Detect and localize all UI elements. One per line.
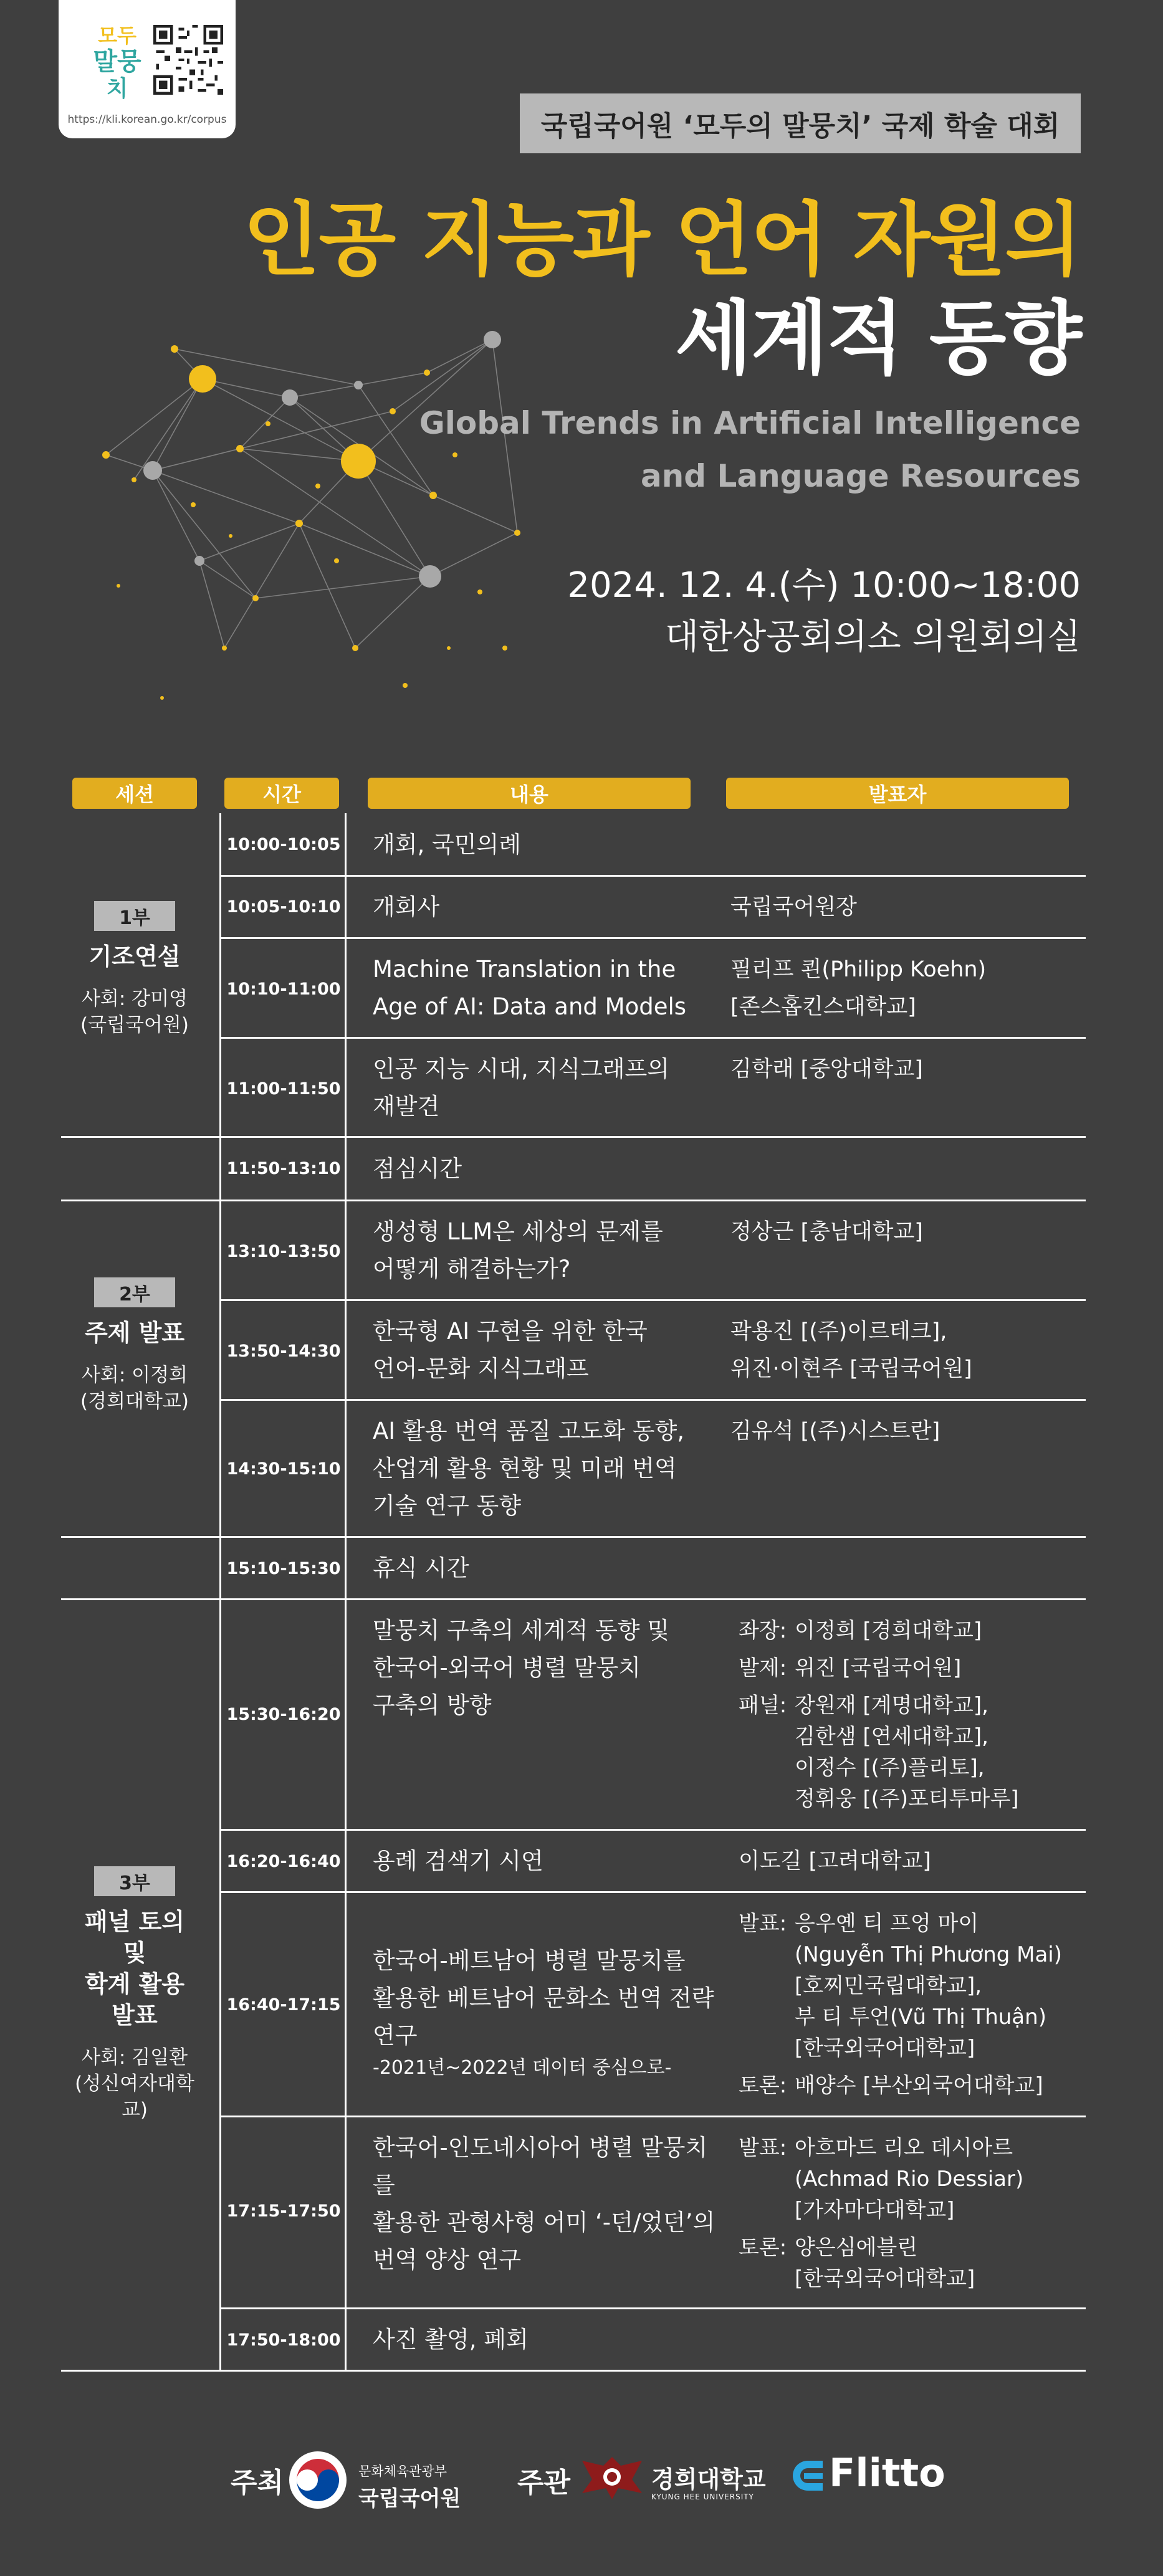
row-content: 생성형 LLM은 세상의 문제를 어떻게 해결하는가? — [373, 1218, 663, 1282]
university-name: 경희대학교 — [651, 2466, 766, 2493]
row-content: 사진 촬영, 폐회 — [373, 2326, 529, 2353]
svg-text:치: 치 — [106, 76, 128, 102]
row-time: 13:10-13:50 — [226, 1242, 341, 1261]
row-divider — [219, 1829, 1086, 1831]
header-session: 세션 — [72, 778, 197, 809]
row-speaker: 김유석 [(주)시스트란] — [730, 1419, 940, 1444]
speaker-names: 위진 [국립국어원] — [795, 1656, 962, 1681]
row-content: 인공 지능 시대, 지식그래프의 재발견 — [373, 1056, 669, 1120]
row-speaker-panel — [739, 1908, 1062, 2101]
speaker-names: 배양수 [부산외국어대학교] — [795, 2073, 1043, 2098]
row-speaker: 필리프 쾬(Philipp Koehn) [존스홉킨스대학교] — [730, 957, 987, 1019]
event-date: 2024. 12. 4.(수) 10:00~18:00 — [567, 565, 1081, 606]
row-speaker: 곽용진 [(주)이르테크], 위진·이현주 [국립국어원] — [730, 1319, 972, 1381]
row-speaker-panel — [739, 1615, 1018, 1815]
divider-time-content — [345, 813, 347, 2371]
session-chair: 사회: 김일환 (성신여자대학교) — [75, 2046, 194, 2121]
speaker-role: 토론: — [739, 2235, 787, 2260]
session-title: 주제 발표 — [84, 1319, 185, 1347]
section-divider — [61, 1200, 1086, 1201]
row-time: 17:15-17:50 — [226, 2202, 341, 2221]
row-content: 한국어-인도네시아어 병렬 말뭉치를 활용한 관형사형 어미 ‘-던/었던’의 번역 양상 연구 — [373, 2134, 716, 2273]
speaker-role: 발표: — [739, 1911, 787, 1936]
corpus-logo-icon — [86, 21, 148, 102]
event-banner: 국립국어원 ‘모두의 말뭉치’ 국제 학술 대회 — [520, 93, 1081, 153]
row-content: 휴식 시간 — [373, 1555, 469, 1581]
session-title: 기조연설 — [89, 943, 181, 970]
logo-url[interactable]: https://kli.korean.go.kr/corpus — [67, 113, 227, 126]
header-time: 시간 — [224, 778, 339, 809]
speaker-entry — [739, 1615, 1018, 1646]
event-venue: 대한상공회의소 의원회의실 — [665, 617, 1081, 657]
ministry-name: 국립국어원 — [358, 2486, 461, 2511]
row-speaker: 김학래 [중앙대학교] — [730, 1057, 923, 1082]
row-divider — [219, 875, 1086, 877]
session-2 — [72, 1277, 197, 1414]
session-chair: 사회: 이정희 (경희대학교) — [80, 1364, 189, 1413]
row-speaker-panel — [739, 2132, 1023, 2294]
speaker-role: 좌장: — [739, 1618, 787, 1643]
speaker-names: 이정희 [경희대학교] — [795, 1618, 982, 1643]
header-content: 내용 — [368, 778, 691, 809]
session-1 — [72, 901, 197, 1038]
speaker-names: 양은심에블린 [한국외국어대학교] — [795, 2235, 975, 2291]
flitto-logo-icon — [790, 2458, 825, 2496]
section-divider — [61, 1536, 1086, 1538]
speaker-role: 토론: — [739, 2073, 787, 2098]
speaker-entry — [739, 2232, 1023, 2294]
row-time: 16:20-16:40 — [226, 1852, 341, 1871]
row-divider — [219, 1399, 1086, 1401]
speaker-entry — [739, 1653, 1018, 1684]
logo-card — [59, 0, 236, 138]
row-speaker: 정상근 [충남대학교] — [730, 1219, 923, 1244]
row-time: 13:50-14:30 — [226, 1342, 341, 1361]
row-content: Machine Translation in the Age of AI: Data and Models — [373, 956, 687, 1020]
speaker-role: 발표: — [739, 2135, 787, 2160]
row-content: 개회, 국민의례 — [373, 831, 521, 858]
session-title: 패널 토의 및 학계 활용 발표 — [84, 1908, 185, 2029]
speaker-names: 장원재 [계명대학교], 김한샘 [연세대학교], 이정수 [(주)플리토], 정휘웅 [(주)포티투마루] — [795, 1693, 1019, 1811]
svg-text:모두: 모두 — [98, 24, 136, 47]
session-badge: 2부 — [94, 1277, 175, 1307]
speaker-entry — [739, 1690, 1018, 1815]
row-time: 11:00-11:50 — [226, 1079, 341, 1099]
row-time: 14:30-15:10 — [226, 1459, 341, 1479]
header-speaker: 발표자 — [726, 778, 1069, 809]
row-time: 16:40-17:15 — [226, 1995, 341, 2015]
session-3 — [72, 1866, 197, 2123]
title-line-1: 인공 지능과 언어 자원의 — [242, 194, 1081, 287]
row-content-main: 한국어-베트남어 병렬 말뭉치를 활용한 베트남어 문화소 번역 전략 연구 — [373, 1947, 714, 2049]
row-divider — [219, 1891, 1086, 1893]
company-name: Flitto — [829, 2450, 945, 2496]
speaker-entry — [739, 2070, 1062, 2101]
svg-text:말뭉: 말뭉 — [93, 47, 141, 76]
row-speaker: 국립국어원장 — [730, 895, 857, 920]
host-label: 주최 — [231, 2467, 284, 2499]
row-content: 개회사 — [373, 894, 440, 920]
section-divider — [61, 1136, 1086, 1138]
row-content: 말뭉치 구축의 세계적 동향 및 한국어-외국어 병렬 말뭉치 구축의 방향 — [373, 1617, 669, 1719]
qr-code-icon — [153, 25, 223, 95]
row-time: 11:50-13:10 — [226, 1159, 341, 1178]
university-crest-icon — [580, 2452, 645, 2502]
session-badge: 3부 — [94, 1866, 175, 1896]
speaker-role: 패널: — [739, 1693, 787, 1718]
taegeuk-emblem-icon — [288, 2450, 348, 2510]
row-content: AI 활용 번역 품질 고도화 동향, 산업계 활용 현황 및 미래 번역 기술 연구 동향 — [373, 1418, 684, 1519]
speaker-names: 아흐마드 리오 데시아르 (Achmad Rio Dessiar) [가자마다대학교] — [795, 2135, 1024, 2223]
row-content: 점심시간 — [373, 1155, 462, 1182]
row-divider — [219, 937, 1086, 939]
subtitle-en-line-2: and Language Resources — [640, 458, 1081, 494]
session-chair: 사회: 강미영 (국립국어원) — [80, 988, 189, 1036]
row-content: 용례 검색기 시연 — [373, 1848, 543, 1874]
row-time: 10:10-11:00 — [226, 980, 341, 999]
divider-session-time — [219, 813, 221, 2371]
row-content-subtitle: -2021년~2022년 데이터 중심으로- — [373, 2057, 672, 2079]
row-divider — [219, 1299, 1086, 1301]
row-divider — [219, 1037, 1086, 1039]
row-time: 10:05-10:10 — [226, 897, 341, 917]
row-speaker: 이도길 [고려대학교] — [739, 1849, 931, 1874]
session-badge: 1부 — [94, 901, 175, 931]
network-illustration — [69, 299, 567, 748]
row-time: 15:10-15:30 — [226, 1559, 341, 1578]
row-time: 10:00-10:05 — [226, 835, 341, 854]
speaker-names: 응우옌 티 프엉 마이 (Nguyễn Thị Phương Mai) [호찌민국립대학교], 부 티 투언(Vũ Thị Thuận) [한국외국어대학교] — [795, 1911, 1063, 2061]
row-time: 15:30-16:20 — [226, 1705, 341, 1724]
organizer-label: 주관 — [517, 2467, 571, 2499]
row-content: 한국형 AI 구현을 위한 한국 언어-문화 지식그래프 — [373, 1318, 648, 1382]
ministry-small-name: 문화체육관광부 — [358, 2464, 447, 2479]
row-time: 17:50-18:00 — [226, 2330, 341, 2350]
section-divider — [61, 1598, 1086, 1600]
university-english-name: KYUNG HEE UNIVERSITY — [651, 2493, 754, 2501]
row-divider — [219, 2307, 1086, 2309]
speaker-role: 발제: — [739, 1656, 787, 1681]
table-bottom-border — [61, 2370, 1086, 2372]
row-content — [373, 1905, 722, 2119]
speaker-entry — [739, 2132, 1023, 2226]
speaker-entry — [739, 1908, 1062, 2064]
subtitle-en-line-1: Global Trends in Artificial Intelligence — [419, 405, 1081, 441]
title-line-2: 세계적 동향 — [675, 292, 1081, 385]
